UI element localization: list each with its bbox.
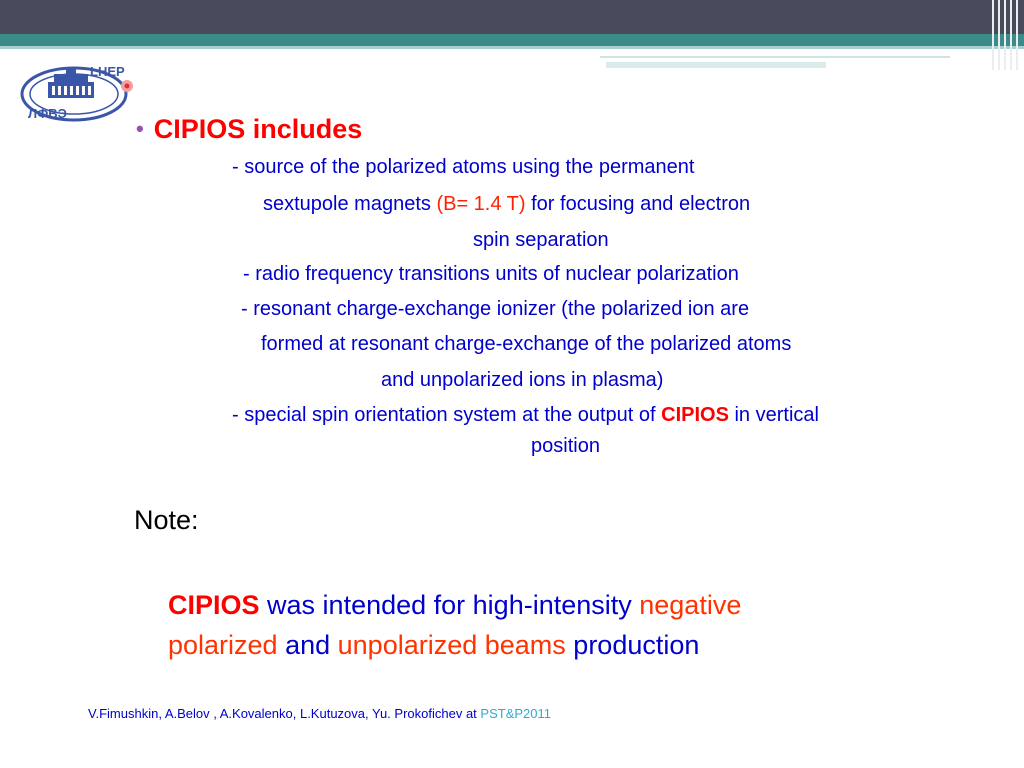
note-label: Note: (134, 505, 199, 535)
item-line-9: position (531, 435, 600, 457)
bullet-icon: • (136, 116, 144, 141)
svg-text:LHEP: LHEP (90, 64, 125, 79)
item-line-4: - radio frequency transitions units of nuclear polarization (243, 263, 739, 285)
svg-text:ЛФВЭ: ЛФВЭ (28, 106, 67, 121)
header-vertical-stripes (988, 0, 1024, 70)
item-line-8: - special spin orientation system at the output of CIPIOS in vertical (232, 404, 819, 426)
footer-authors: V.Fimushkin, A.Belov , A.Kovalenko, L.Kutuzova, Yu. Prokofichev at PST&P2011 (88, 706, 551, 721)
item-line-5: - resonant charge-exchange ionizer (the polarized ion are (241, 298, 750, 320)
header-accent-bar (606, 62, 826, 68)
item-line-6: formed at resonant charge-exchange of the polarized atoms (261, 333, 792, 355)
item-line-1: - source of the polarized atoms using the permanent (232, 156, 695, 178)
header-accent-line (600, 56, 950, 58)
item-line-7: and unpolarized ions in plasma) (381, 369, 664, 391)
note-line-2: polarized and unpolarized beams production (168, 630, 700, 660)
item-line-3: spin separation (473, 229, 609, 251)
conference-name: PST&P2011 (480, 706, 551, 721)
header-bar-dark (0, 0, 1024, 34)
header-bar-light (0, 46, 1024, 49)
item-line-2: sextupole magnets (B= 1.4 T) for focusing and electron (263, 193, 751, 215)
section-heading: • CIPIOS includes (136, 114, 363, 144)
header-bar-teal (0, 34, 1024, 46)
note-line-1: CIPIOS was intended for high-intensity negative (168, 590, 742, 620)
lhep-logo (14, 56, 144, 128)
